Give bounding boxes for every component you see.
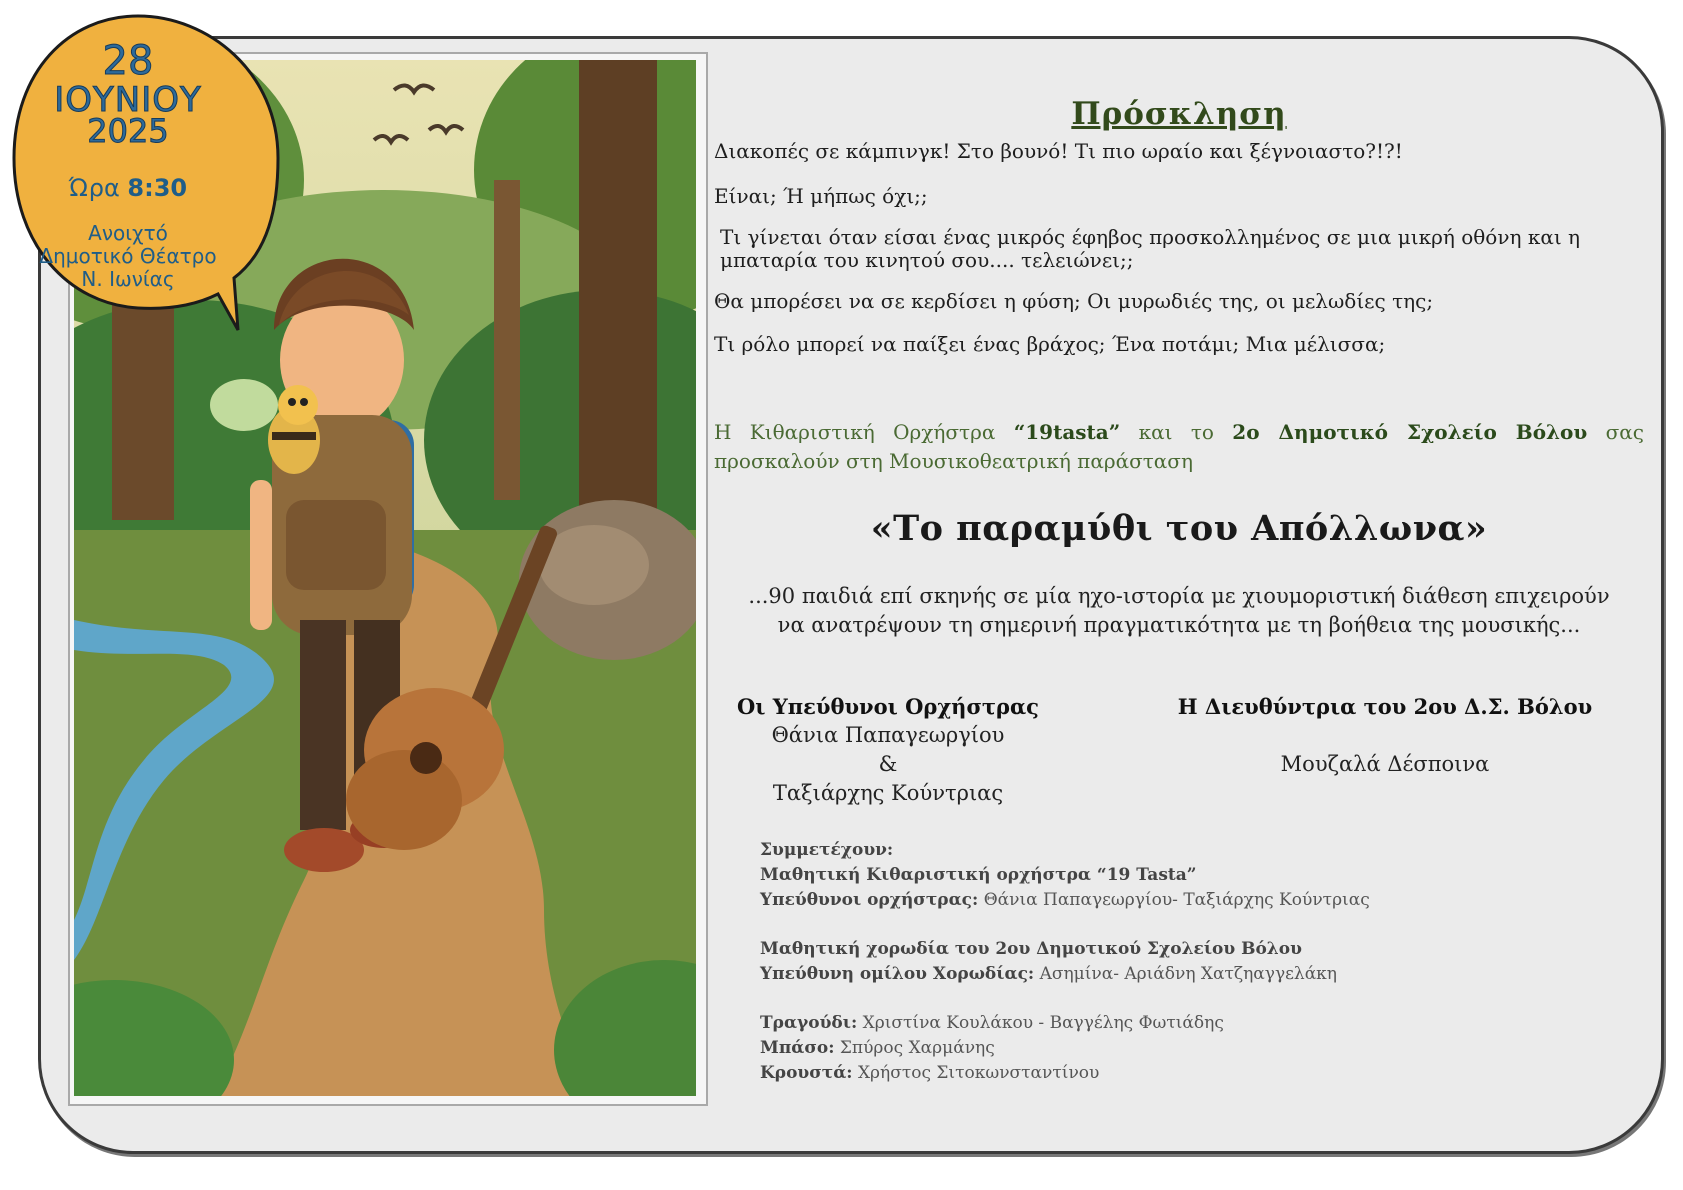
show-title: «Το παραμύθι του Απόλλωνα» <box>870 508 1488 549</box>
event-day: 28 <box>102 38 154 84</box>
event-venue: Ανοιχτό Δημοτικό Θέατρο Ν. Ιωνίας <box>39 221 217 291</box>
page-title: Πρόσκληση <box>1071 96 1287 132</box>
paragraph-3: Τι γίνεται όταν είσαι ένας μικρός έφηβος προσκολλημένος σε μια μικρή οθόνη και η μπαταρία του κινητού σου.... τελειώνει;; <box>720 225 1581 272</box>
event-year: 2025 <box>87 112 169 150</box>
event-month: ΙΟΥΝΙΟΥ <box>54 80 202 120</box>
orchestra-signature: Οι Υπεύθυνοι Ορχήστρας Θάνια Παπαγεωργίου & Ταξιάρχης Κούντριας <box>737 694 1039 805</box>
event-time: Ώρα 8:30 <box>68 174 188 202</box>
paragraph-4: Θα μπορέσει να σε κερδίσει η φύση; Οι μυρωδιές της, οι μελωδίες της; <box>714 289 1434 313</box>
date-badge <box>8 8 298 340</box>
paragraph-5: Τι ρόλο μπορεί να παίξει ένας βράχος; Ένα ποτάμι; Μια μέλισσα; <box>714 332 1386 356</box>
credits-block: Συμμετέχουν: Μαθητική Κιθαριστική ορχήστρα “19 Tasta” Υπεύθυνοι ορχήστρας: Θάνια Παπαγεωργίου- Ταξιάρχης Κούντριας Μαθητική χορωδία του 2ου Δημοτικού Σχολείου Βόλου Υπεύθυνη ομίλου Χορωδίας: Ασημίνα- Αριάδνη Χατζηαγγελάκη Τραγούδι: Χριστίνα Κουλάκου - Βαγγέλης Φωτιάδης Μπάσο: Σπύρος Χαρμάνης Κρουστά: Χρήστος Σιτοκωνσταντίνου <box>760 840 1370 1083</box>
paragraph-1: Διακοπές σε κάμπινγκ! Στο βουνό! Τι πιο ωραίο και ξέγνοιαστο?!?! <box>714 139 1403 163</box>
invitation-intro: Η Κιθαριστική Ορχήστρα “19tasta” και το 2ο Δημοτικό Σχολείο Βόλου σας προσκαλούν στη Μουσικοθεατρική παράσταση <box>714 420 1645 473</box>
show-description: ...90 παιδιά επί σκηνής σε μία ηχο-ιστορία με χιουμοριστική διάθεση επιχειρούν να ανατρέψουν τη σημερινή πραγματικότητα με τη βοήθεια της μουσικής... <box>748 584 1610 637</box>
principal-signature: Η Διευθύντρια του 2ου Δ.Σ. Βόλου Μουζαλά Δέσποινα <box>1177 694 1593 776</box>
paragraph-2: Είναι; Ή μήπως όχι;; <box>714 184 928 208</box>
